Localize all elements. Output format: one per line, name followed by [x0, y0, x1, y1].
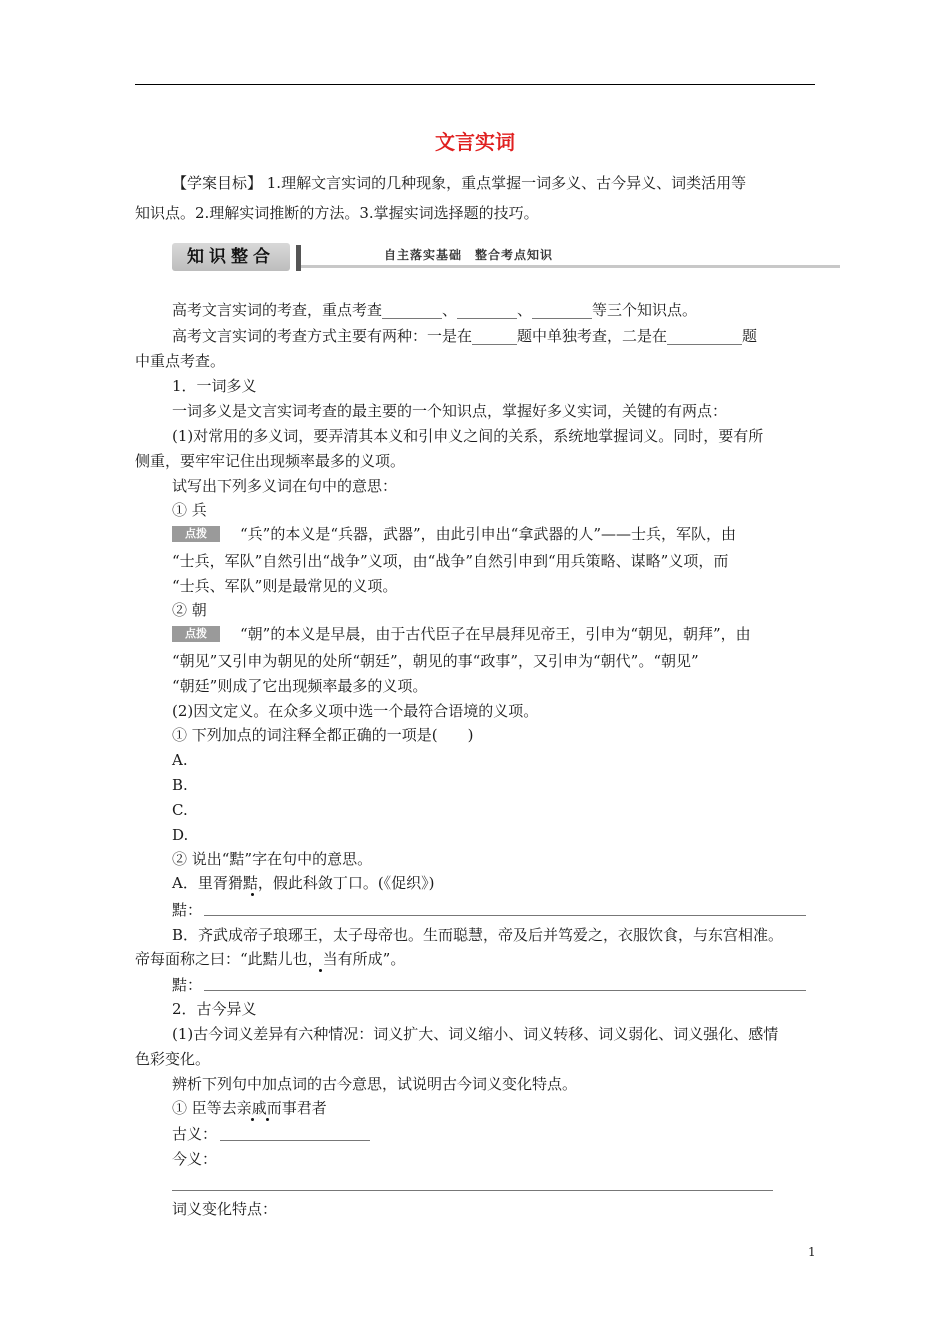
answer-label-1: 黠： [172, 901, 203, 919]
polysemy-item-bing: ① 兵 [172, 501, 207, 519]
section2-heading: 2．古今异义 [172, 1000, 257, 1018]
note-bing-line-1: 点拨 “兵”的本义是“兵器，武器”，由此引申出“拿武器的人”——士兵，军队，由 [172, 524, 736, 544]
hint-tag: 点拨 [172, 626, 220, 642]
ancient-meaning-line[interactable] [220, 1140, 370, 1141]
note-chao-line-1: 点拨 “朝”的本义是早晨，由于古代臣子在早晨拜见帝王，引申为“朝见，朝拜”，由 [172, 624, 751, 644]
section1-p2a: (1)对常用的多义词，要弄清其本义和引申义之间的关系，系统地掌握词义。同时，要有所 [172, 427, 764, 445]
answer-line-2[interactable] [204, 990, 806, 991]
answer-label-2: 黠： [172, 976, 203, 994]
goals-line-2: 知识点。2.理解实词推断的方法。3.掌握实词选择题的技巧。 [135, 204, 539, 222]
option-b: B. [172, 776, 188, 794]
banner-label: 知识整合 [172, 243, 290, 271]
question-2-b-line-2: 帝每面称之曰：“此黠儿也，当有所成”。 [135, 950, 406, 968]
emphasis-dot [266, 1118, 269, 1121]
section1-p1: 一词多义是文言实词考查的最主要的一个知识点，掌握好多义实词，关键的有两点： [172, 402, 728, 420]
polysemy-item-chao: ② 朝 [172, 601, 207, 619]
section2-p2: 辨析下列句中加点词的古今意思，试说明古今词义变化特点。 [172, 1075, 578, 1093]
section2-item-1: ① 臣等去亲戚而事君者 [172, 1099, 327, 1117]
option-c: C. [172, 801, 188, 819]
header-rule [135, 84, 815, 85]
question-2: ② 说出“黠”字在句中的意思。 [172, 850, 373, 868]
change-feature-label: 词义变化特点： [172, 1200, 278, 1218]
hint-tag: 点拨 [172, 526, 220, 542]
modern-meaning-line[interactable] [172, 1190, 773, 1191]
modern-meaning-label: 今义： [172, 1150, 218, 1168]
section2-p1a: (1)古今词义差异有六种情况：词义扩大、词义缩小、词义转移、词义弱化、词义强化、感情 [172, 1025, 779, 1043]
note-bing-line-3: “士兵、军队”则是最常见的义项。 [172, 577, 398, 595]
section1-p4: (2)因文定义。在众多义项中选一个最符合语境的义项。 [172, 702, 539, 720]
question-1: ① 下列加点的词注释全都正确的一项是( ) [172, 726, 474, 744]
note-bing-line-2: “士兵，军队”自然引出“战争”义项，由“战争”自然引申到“用兵策略、谋略”义项，而 [172, 552, 729, 570]
section1-p3: 试写出下列多义词在句中的意思： [172, 477, 398, 495]
option-a: A. [172, 751, 188, 769]
section1-p2b: 侧重，要牢牢记住出现频率最多的义项。 [135, 452, 406, 470]
banner-rule [301, 265, 840, 268]
ancient-meaning-label: 古义： [172, 1125, 218, 1143]
emphasis-dot [251, 1118, 254, 1121]
section2-p1b: 色彩变化。 [135, 1050, 211, 1068]
page-title: 文言实词 [435, 130, 515, 154]
emphasis-dot [319, 969, 322, 972]
intro-p2b: 中重点考查。 [135, 352, 226, 370]
note-chao-line-3: “朝廷”则成了它出现频率最多的义项。 [172, 677, 428, 695]
page-number: 1 [808, 1245, 816, 1259]
option-d: D. [172, 826, 189, 844]
banner-subtitle: 自主落实基础 整合考点知识 [384, 248, 554, 262]
intro-p2a: 高考文言实词的考查方式主要有两种：一是在______题中单独考查，二是在__________题 [172, 327, 758, 345]
note-chao-line-2: “朝见”又引申为朝见的处所“朝廷”，朝见的事“政事”，又引申为“朝代”。“朝见” [172, 652, 699, 670]
intro-p1: 高考文言实词的考查，重点考查________、________、________等三个知识点。 [172, 301, 698, 319]
answer-line-1[interactable] [204, 915, 806, 916]
question-2-b-line-1: B．齐武成帝子琅琊王，太子母帝也。生而聪慧，帝及后并笃爱之，衣服饮食，与东宫相准。 [172, 926, 784, 944]
emphasis-dot [251, 893, 254, 896]
section1-heading: 1．一词多义 [172, 377, 257, 395]
section-banner [172, 243, 840, 273]
goals-line-1: 【学案目标】 1.理解文言实词的几种现象，重点掌握一词多义、古今异义、词类活用等 [172, 174, 747, 192]
question-2-a: A．里胥猾黠，假此科敛丁口。(《促织》) [172, 874, 435, 892]
